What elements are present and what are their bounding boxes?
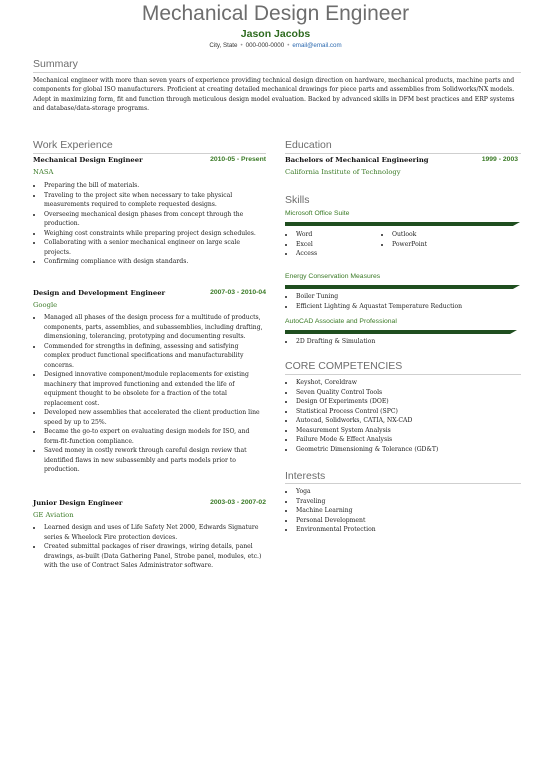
job-dates-2: 2007-03 - 2010-04	[210, 289, 266, 296]
list-item: • Keyshot, Coreldraw	[295, 378, 525, 388]
skill-group-name-2: Energy Conservation Measures	[285, 273, 381, 280]
education-dates: 1999 - 2003	[481, 156, 518, 163]
job-title-3: Junior Design Engineer	[33, 499, 123, 507]
skills-heading: Skills	[285, 194, 310, 206]
list-item: • Overseeing mechanical design phases from concept through the production.	[43, 210, 265, 229]
job-dates-3: 2003-03 - 2007-02	[210, 499, 266, 506]
skill-group-name-1: Microsoft Office Suite	[285, 210, 350, 217]
list-item: • Created submittal packages of riser drawings, wiring details, panel drawings, as-built (Data Gathering Panel, Strobe panel, modules, etc.) with the use of Contract Sales Administrator software.	[43, 542, 265, 571]
competencies-list	[285, 378, 525, 454]
list-item: • Geometric Dimensioning & Tolerance (GD&T)	[295, 445, 525, 455]
skill-level-bar-3	[285, 330, 517, 334]
skill-list-3	[285, 337, 525, 347]
list-item: • Became the go-to expert on evaluating design models for ISO, and form-fit-function compliance.	[43, 427, 265, 446]
skill-level-bar-2	[285, 285, 520, 289]
list-item: • Designed innovative component/module replacements for existing machinery that improved functioning and extended the life of equipment thought to be obsolete for a fraction of the total replacement cost.	[43, 370, 265, 408]
summary-heading: Summary	[33, 58, 78, 70]
job-dates-1: 2010-05 - Present	[210, 156, 266, 163]
list-item: • Seven Quality Control Tools	[295, 388, 525, 398]
list-item: • Traveling to the project site when necessary to take physical measurements required to complete requested designs.	[43, 191, 265, 210]
list-item: • Traveling	[295, 497, 525, 507]
list-item: • Confirming compliance with design standards.	[43, 257, 265, 267]
list-item: • Outlook	[391, 230, 501, 240]
contact-location: City, State	[209, 42, 238, 49]
skill-level-bar-1	[285, 222, 520, 226]
list-item: • PowerPoint	[391, 240, 501, 250]
list-item: • Excel	[295, 240, 395, 250]
list-item: • Environmental Protection	[295, 525, 525, 535]
degree-title: Bachelors of Mechanical Engineering	[285, 156, 429, 164]
job-company-3: GE Aviation	[33, 511, 74, 519]
job-bullets-3	[33, 523, 265, 571]
summary-text: Mechanical engineer with more than seven years of experience providing technical design direction on hardware, mechanical products, machine parts and components for global ISO manufacturers. Proficient at creating detailed mechanical drawings for piece parts and assemblies from Solidworks/NX models. Adept in maximizing form, fit and function through meticulous design model evaluation. Backed by advanced skills in DFM best practices and ERP systems and database/data-storage programs.	[33, 77, 515, 113]
job-company-1: NASA	[33, 168, 54, 176]
list-item: • Personal Development	[295, 516, 525, 526]
list-item: • Developed new assemblies that accelerated the client production line speed by up to 25%.	[43, 408, 265, 427]
interests-rule	[285, 483, 521, 484]
list-item: • Failure Mode & Effect Analysis	[295, 435, 525, 445]
list-item: • Saved money in costly rework through careful design review that identified flaws in new subassembly and parts models prior to production.	[43, 446, 265, 475]
list-item: • Measurement System Analysis	[295, 426, 525, 436]
job-bullets-2	[33, 313, 265, 475]
skill-list-2	[285, 292, 525, 311]
list-item: • Boiler Tuning	[295, 292, 525, 302]
candidate-name: Jason Jacobs	[240, 28, 311, 40]
list-item: • Learned design and uses of Life Safety Net 2000, Edwards Signature series & Wheelock Fire protection devices.	[43, 523, 265, 542]
competencies-rule	[285, 374, 521, 375]
contact-phone: 000-000-0000	[245, 42, 285, 49]
skill-list-1a	[285, 230, 395, 259]
contact-line: City, State • 000-000-0000 • email@email.com	[209, 42, 342, 49]
interests-heading: Interests	[285, 470, 326, 482]
list-item: • Statistical Process Control (SPC)	[295, 407, 525, 417]
list-item: • Access	[295, 249, 395, 259]
list-item: • Commended for strengths in defining, assessing and satisfying complex product functional specifications and manufacturability concerns.	[43, 342, 265, 371]
competencies-heading: CORE COMPETENCIES	[285, 360, 403, 372]
list-item: • Efficient Lighting & Aquastat Temperature Reduction	[295, 302, 525, 312]
list-item: • Design Of Experiments (DOE)	[295, 397, 525, 407]
experience-heading: Work Experience	[33, 139, 113, 151]
list-item: • Word	[295, 230, 395, 240]
skill-list-1b	[381, 230, 501, 249]
interests-list	[285, 487, 525, 535]
summary-rule	[33, 72, 521, 73]
experience-rule	[33, 153, 266, 154]
job-bullets-1	[33, 181, 265, 267]
contact-email[interactable]: email@email.com	[292, 42, 342, 49]
list-item: • Managed all phases of the design process for a multitude of products, components, parts, assemblies, and subassemblies, including drafting, dimensioning, tolerancing, prototyping and documenting results.	[43, 313, 265, 342]
education-rule	[285, 153, 521, 154]
list-item: • 2D Drafting & Simulation	[295, 337, 525, 347]
resume-title: Mechanical Design Engineer	[141, 2, 410, 25]
list-item: • Collaborating with a senior mechanical engineer on large scale projects.	[43, 238, 265, 257]
job-title-2: Design and Development Engineer	[33, 289, 166, 297]
education-heading: Education	[285, 139, 332, 151]
list-item: • Machine Learning	[295, 506, 525, 516]
list-item: • Yoga	[295, 487, 525, 497]
job-company-2: Google	[33, 301, 58, 309]
list-item: • Weighing cost constraints while preparing project design schedules.	[43, 229, 265, 239]
list-item: • Preparing the bill of materials.	[43, 181, 265, 191]
list-item: • Autocad, Solidworks, CATIA, NX-CAD	[295, 416, 525, 426]
skill-group-name-3: AutoCAD Associate and Professional	[285, 318, 397, 325]
job-title-1: Mechanical Design Engineer	[33, 156, 143, 164]
school-name: California Institute of Technology	[285, 168, 401, 176]
